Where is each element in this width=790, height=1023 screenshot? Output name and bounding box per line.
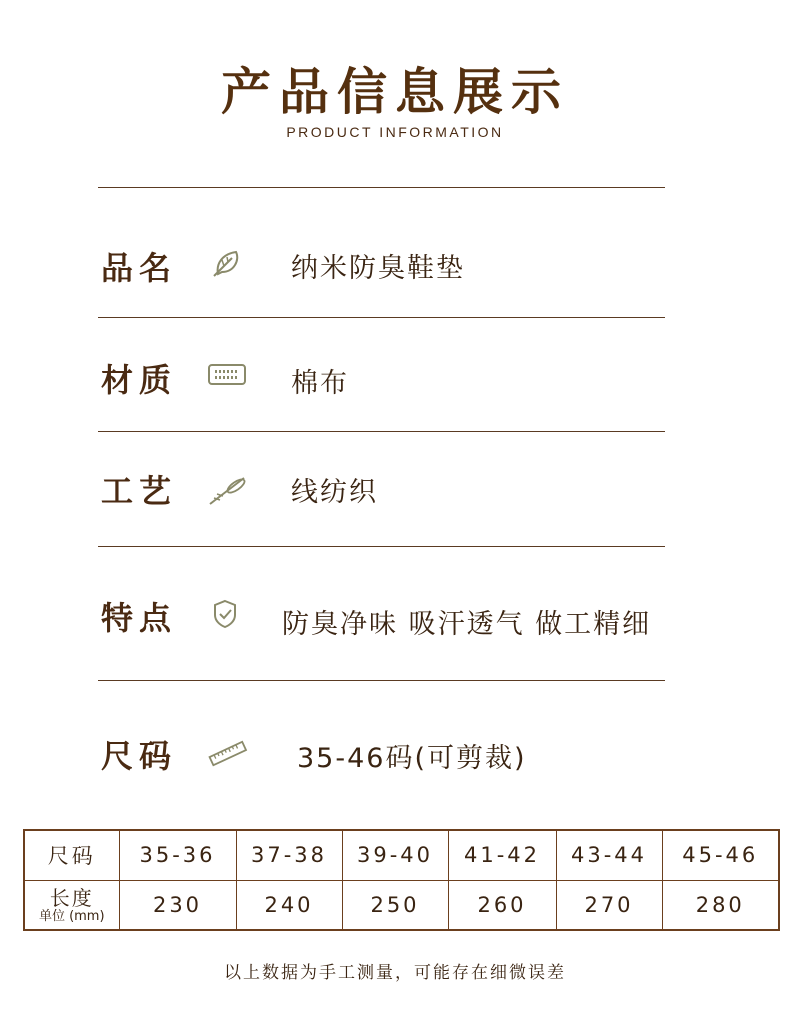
size-table: [23, 829, 780, 931]
row-label-features: 特点: [101, 599, 178, 637]
size-header-cell: 尺码: [24, 830, 119, 880]
leaf-icon: [206, 246, 248, 280]
divider: [98, 680, 665, 681]
length-cell: 240: [236, 880, 342, 930]
divider: [98, 431, 665, 432]
row-value-size: 35-46码(可剪裁): [297, 743, 527, 774]
footnote: 以上数据为手工测量，可能存在细微误差: [224, 963, 566, 983]
divider: [98, 317, 665, 318]
size-cell: 39-40: [342, 830, 448, 880]
length-cell: 250: [342, 880, 448, 930]
row-label-material: 材质: [101, 361, 178, 399]
divider: [98, 546, 665, 547]
length-cell: 280: [662, 880, 779, 930]
shield-check-icon: [206, 597, 248, 631]
length-cell: 270: [556, 880, 662, 930]
size-cell: 45-46: [662, 830, 779, 880]
length-unit: 单位 (mm): [38, 908, 105, 924]
row-value-material: 棉布: [291, 368, 349, 399]
sewing-needle-icon: [206, 472, 248, 506]
size-cell: 37-38: [236, 830, 342, 880]
row-label-craft: 工艺: [101, 472, 178, 510]
divider: [98, 187, 665, 188]
size-row: [24, 830, 779, 880]
length-cell: 260: [448, 880, 556, 930]
page-title: 产品信息展示: [221, 63, 569, 121]
length-header-cell: [24, 880, 119, 930]
size-cell: 35-36: [119, 830, 236, 880]
row-value-craft: 线纺织: [291, 477, 378, 508]
length-cell: 230: [119, 880, 236, 930]
row-value-name: 纳米防臭鞋垫: [291, 253, 465, 284]
row-label-size: 尺码: [101, 737, 178, 775]
page-subtitle: PRODUCT INFORMATION: [286, 124, 504, 140]
row-label-name: 品名: [101, 249, 178, 287]
size-cell: 41-42: [448, 830, 556, 880]
length-header: 长度: [49, 885, 94, 910]
row-value-features: 防臭净味 吸汗透气 做工精细: [282, 609, 652, 640]
length-row: [24, 880, 779, 930]
ruler-icon: [206, 737, 248, 771]
fabric-swatch-icon: [206, 358, 248, 392]
size-cell: 43-44: [556, 830, 662, 880]
